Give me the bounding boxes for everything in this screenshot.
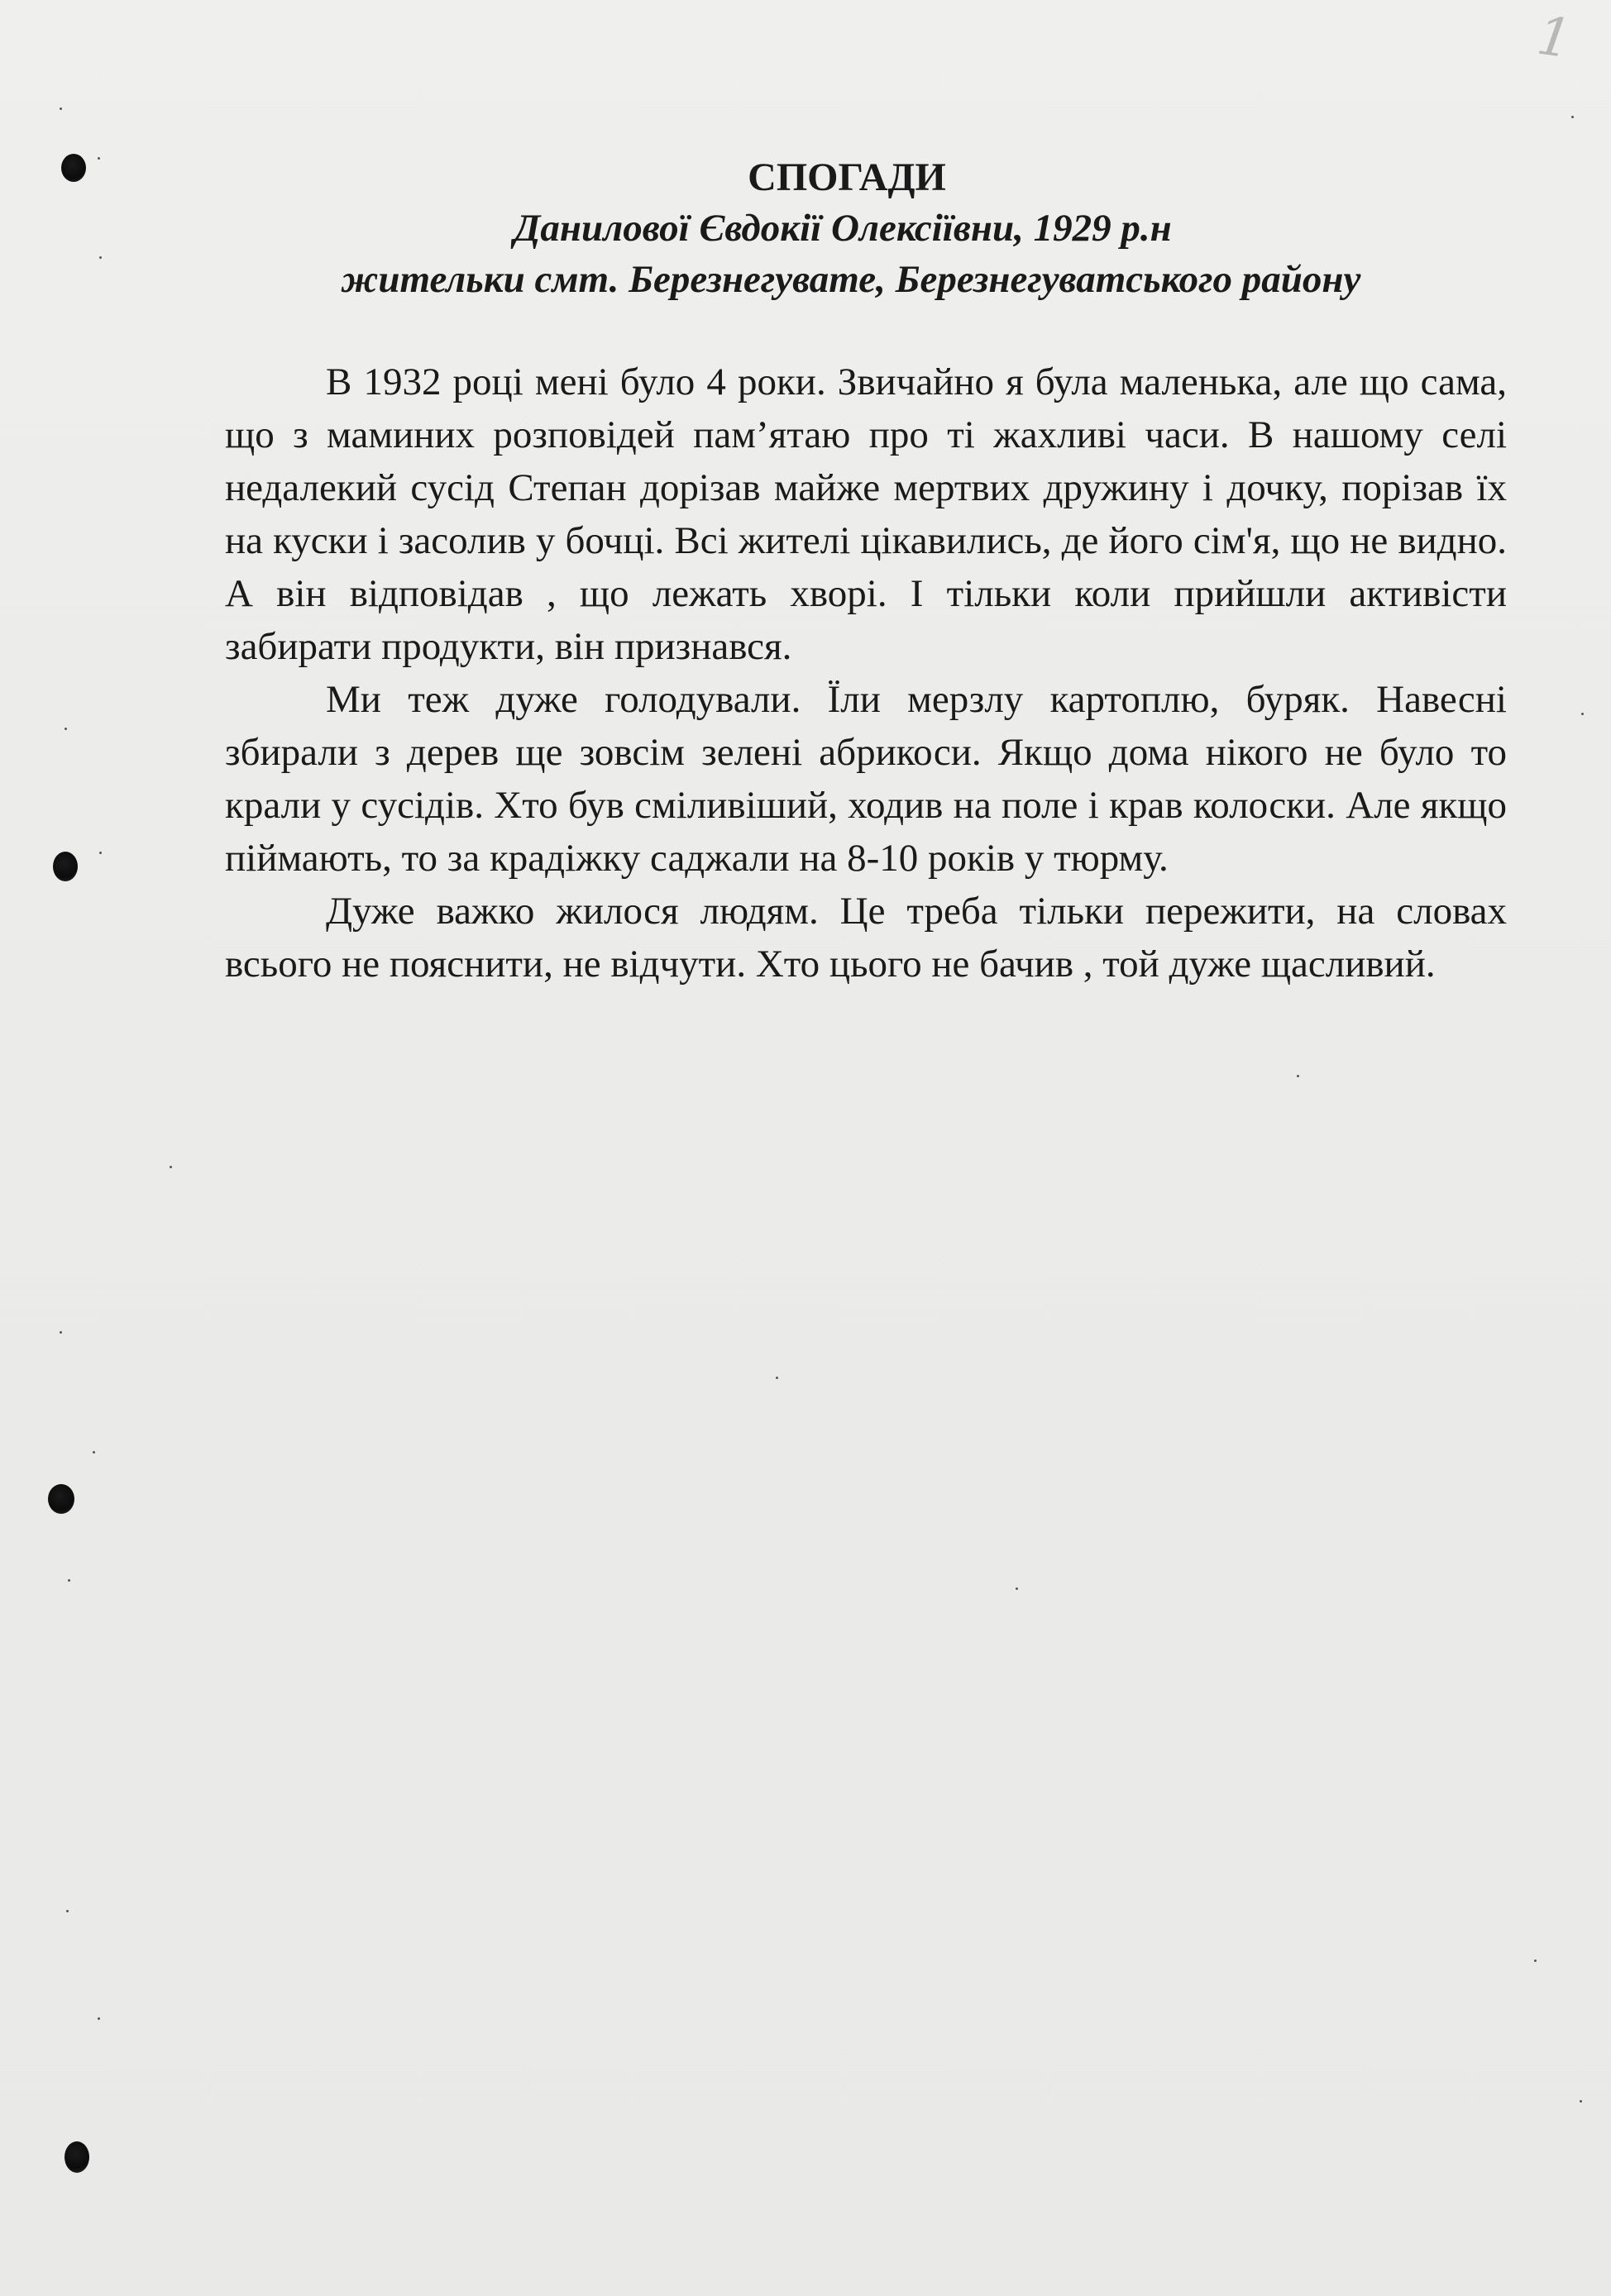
document-subtitle-residence: жительки смт. Березнегувате, Березнегуватського району (341, 258, 1361, 301)
document-title: СПОГАДИ (748, 155, 946, 199)
scan-speck (1581, 713, 1584, 715)
paragraph: Ми теж дуже голодували. Їли мерзлу картоплю, буряк. Навесні збирали з дерев ще зовсім зелені абрикоси. Якщо дома нікого не було то крали у сусідів. Хто був сміливіший, ходив на поле і крав колоски. Але якщо піймають, то за крадіжку саджали на 8-10 років у тюрму. (225, 678, 1507, 880)
scan-speck (65, 728, 67, 730)
scan-speck (98, 2017, 100, 2020)
scan-speck (1016, 1587, 1018, 1590)
scan-speck (1297, 1075, 1299, 1077)
scan-speck (60, 107, 62, 110)
document-subtitle-author: Данилової Євдокії Олексіївни, 1929 р.н (514, 207, 1172, 250)
document-header (0, 153, 1611, 305)
scan-speck (1534, 1959, 1537, 1962)
scan-speck (68, 1579, 70, 1582)
scan-speck (99, 852, 102, 854)
scan-speck (1580, 2100, 1582, 2103)
punch-hole-icon (53, 852, 78, 881)
punch-hole-icon (48, 1484, 74, 1514)
scan-speck (60, 1331, 62, 1334)
scan-speck (93, 1451, 95, 1453)
document-body (225, 356, 1507, 990)
handwritten-page-number: 1 (1533, 5, 1575, 71)
paragraph: В 1932 році мені було 4 роки. Звичайно я була маленька, але що сама, що з маминих розповідей пам’ятаю про ті жахливі часи. В нашому селі недалекий сусід Степан дорізав майже мертвих дружину і дочку, порізав їх на куски і засолив у бочці. Всі жителі цікавились, де його сім'я, що не видно. А він відповідав , що лежать хворі. І тільки коли прийшли активісти забирати продукти, він признався. (225, 360, 1507, 668)
paragraph: Дуже важко жилося людям. Це треба тільки пережити, на словах всього не пояснити, не відчути. Хто цього не бачив , той дуже щасливий. (225, 890, 1507, 986)
scan-speck (1571, 116, 1574, 118)
punch-hole-icon (65, 2141, 89, 2173)
scan-speck (776, 1377, 778, 1379)
scan-speck (66, 1910, 69, 1912)
scan-speck (170, 1166, 172, 1168)
